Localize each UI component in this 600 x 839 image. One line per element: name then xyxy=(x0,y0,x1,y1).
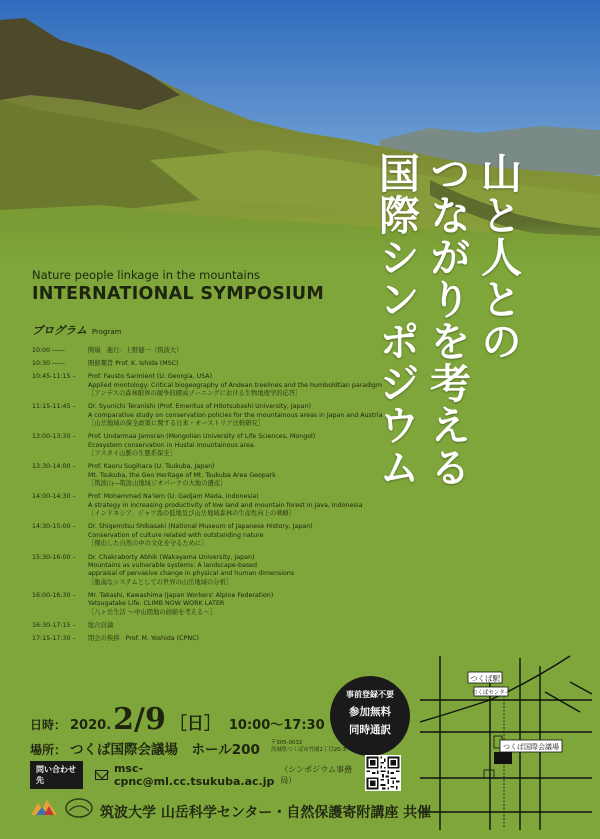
subtitle-en: Nature people linkage in the mountains xyxy=(32,268,261,282)
schedule-line: Conservation of culture related with outstanding nature xyxy=(88,531,264,539)
schedule-entry xyxy=(32,347,382,355)
schedule-line: ［山岳地域の保全政策に関する日本・オーストリア比較研究］ xyxy=(88,420,264,428)
schedule xyxy=(32,347,382,648)
schedule-time: 14:30-15:00 – xyxy=(32,523,76,531)
venue-label: 場所： xyxy=(30,743,67,757)
schedule-entry xyxy=(32,493,382,518)
date-time: 10:00〜17:30 xyxy=(228,718,325,733)
schedule-line: appraisal of pervasive change in physical and human dimensions xyxy=(88,570,295,578)
schedule-line: 開場 進行：上野健一（筑波大） xyxy=(88,347,183,354)
schedule-line: ［八ヶ岳生活 ～中山間地の価値を考える～］ xyxy=(88,608,216,616)
map-venue-label: つくば国際会議場 xyxy=(503,743,559,751)
schedule-entry xyxy=(32,554,382,588)
schedule-time: 10:45-11:15 – xyxy=(32,373,76,381)
date-year: 2020. xyxy=(70,718,112,733)
schedule-time: 10:00 ―― xyxy=(32,347,65,354)
schedule-entry xyxy=(32,523,382,548)
schedule-line: Mt. Tsukuba, the Geo Heritage of Mt. Tsukuba Area Geopark xyxy=(88,471,276,479)
logos xyxy=(30,797,94,819)
program-heading-en: Program xyxy=(91,328,122,336)
schedule-lines xyxy=(88,347,382,355)
schedule-line: 閉会の挨拶 Prof. M. Yoshida (CPNC) xyxy=(88,635,199,643)
schedule-line: Prof. Fausto Sarmient (U. Georgia, USA) xyxy=(88,373,213,381)
schedule-time: 17:15-17:30 – xyxy=(32,635,76,643)
schedule-line: ［脆弱なシステムとしての世界の山岳地域の分析］ xyxy=(88,578,233,586)
schedule-lines xyxy=(88,554,382,588)
schedule-entry xyxy=(32,433,382,458)
schedule-line: A comparative study on conservation policies for the mountainous areas in Japan and Austria xyxy=(88,411,383,419)
schedule-lines xyxy=(88,493,382,518)
schedule-lines xyxy=(88,635,382,643)
schedule-lines xyxy=(88,622,382,630)
schedule-lines xyxy=(88,433,382,458)
date-row xyxy=(30,702,325,737)
schedule-time: 16:00-16:30 – xyxy=(32,591,76,599)
schedule-entry xyxy=(32,635,382,643)
schedule-line: Yatsugatake Life: CLIMB NOW WORK LATER xyxy=(88,600,225,608)
schedule-line: Mountains as vulnerable systems: A landscape-based xyxy=(88,561,257,569)
contact-note: （シンポジウム事務局） xyxy=(280,764,353,785)
schedule-line: Mr. Takashi, Kawashima (Japan Workers' Alpine Federation) xyxy=(88,591,274,599)
mail-icon xyxy=(95,770,108,780)
schedule-lines xyxy=(88,523,382,548)
contact-email[interactable]: msc-cpnc@ml.cc.tsukuba.ac.jp xyxy=(113,761,275,788)
title-line-1: 山と人との xyxy=(474,152,522,362)
map-station-label: つくば駅 xyxy=(470,674,500,683)
schedule-line: ［フスタイ山脈の生態系保全］ xyxy=(88,450,176,458)
schedule-line: ［インドネシア、ジャワ島の低地及び山岳地域森林の生産性向上の戦略］ xyxy=(88,510,296,518)
venue-row xyxy=(30,738,260,758)
main-title xyxy=(372,152,522,488)
schedule-time: 15:30-16:00 – xyxy=(32,553,76,561)
schedule-line: Dr. Chakraborty Abhik (Wakayama University, Japan) xyxy=(88,553,255,561)
interpretation-text: 同時通訳 xyxy=(349,724,391,736)
schedule-entry xyxy=(32,360,382,368)
venue-address xyxy=(271,740,346,754)
no-registration-text: 事前登録不要 xyxy=(346,690,394,699)
schedule-entry xyxy=(32,622,382,630)
schedule-line: Prof. Kaoru Sugihara (U. Tsukuba, Japan) xyxy=(88,463,215,471)
program-heading-ja: プログラム xyxy=(32,324,87,337)
schedule-line: ［アンデスの森林限界の競争的標高ゾーニングにおける生物地理学的応答］ xyxy=(88,390,302,398)
schedule-time: 11:15-11:45 – xyxy=(32,403,76,411)
mountain-science-center-logo xyxy=(30,797,58,819)
schedule-line: Ecosystem conservation in Hustai mountainous area xyxy=(88,441,254,449)
contact-badge: 問い合わせ先 xyxy=(30,761,83,789)
symposium-title: INTERNATIONAL SYMPOSIUM xyxy=(32,284,325,304)
map-center-label: つくばセンター xyxy=(471,690,511,696)
schedule-time: 13:00-13:30 – xyxy=(32,433,76,441)
schedule-lines xyxy=(88,463,382,488)
schedule-time: 16:30-17:15 – xyxy=(32,621,76,629)
schedule-time: 14:00-14:30 – xyxy=(32,493,76,501)
schedule-lines xyxy=(88,403,383,428)
schedule-entry xyxy=(32,592,382,617)
schedule-time: 13:30-14:00 – xyxy=(32,463,76,471)
date-label: 日時： xyxy=(30,718,67,732)
schedule-line: A strategy in increasing productivity of low land and mountain forest in Java, Indonesia xyxy=(88,501,363,509)
date-weekday: ［日］ xyxy=(169,714,221,734)
schedule-line: ［筑波山―筑波山地域ジオパークの大地の遺産］ xyxy=(88,480,227,488)
schedule-entry xyxy=(32,463,382,488)
schedule-line: Prof. Mohammad Na'iem (U. Gadjam Mada, Indonesia) xyxy=(88,493,259,501)
schedule-lines xyxy=(88,360,382,368)
qr-code xyxy=(365,755,401,791)
schedule-lines xyxy=(88,592,382,617)
contact-row xyxy=(30,761,355,788)
venue-address-line: 茨城県つくば市竹園2丁目20-3 xyxy=(271,747,346,753)
venue-name: つくば国際会議場 ホール200 xyxy=(70,742,260,758)
schedule-time: 10:30 ―― xyxy=(32,360,65,368)
free-admission-text: 参加無料 xyxy=(349,706,391,718)
date-monthday: 2/9 xyxy=(113,702,166,737)
schedule-line: Applied montology: Critical biogeography of Andean treelines and the humboldtian paradigm xyxy=(88,381,383,389)
schedule-lines xyxy=(88,373,382,398)
co-host: 筑波大学 山岳科学センター・自然保護寄附講座 共催 xyxy=(100,805,432,821)
schedule-line: Prof. Undarmaa Jamsran (Mongolian University of Life Sciences, Mongol) xyxy=(88,433,316,441)
cpnc-logo xyxy=(64,797,94,819)
title-line-2: つながりを考える xyxy=(423,152,471,488)
schedule-entry xyxy=(32,403,382,428)
access-map xyxy=(420,652,592,832)
schedule-line: 総合討論 xyxy=(88,621,114,629)
schedule-line: Dr. Syunichi Teranishi (Prof. Emeritus of Hitotsubashi University, Japan) xyxy=(88,403,311,411)
venue-postal: 〒305-0032 xyxy=(271,740,303,746)
title-line-3: 国際シンポジウム xyxy=(372,152,420,488)
program-heading xyxy=(32,322,121,338)
schedule-line: 開催趣旨 Prof. K. Ishida (MSC) xyxy=(88,360,179,368)
schedule-line: ［傑出した自然の中の文化を守るために］ xyxy=(88,540,208,548)
schedule-entry xyxy=(32,373,382,398)
schedule-line: Dr. Shigemitsu Shibasaki (National Museum of Japanese History, Japan) xyxy=(88,523,313,531)
